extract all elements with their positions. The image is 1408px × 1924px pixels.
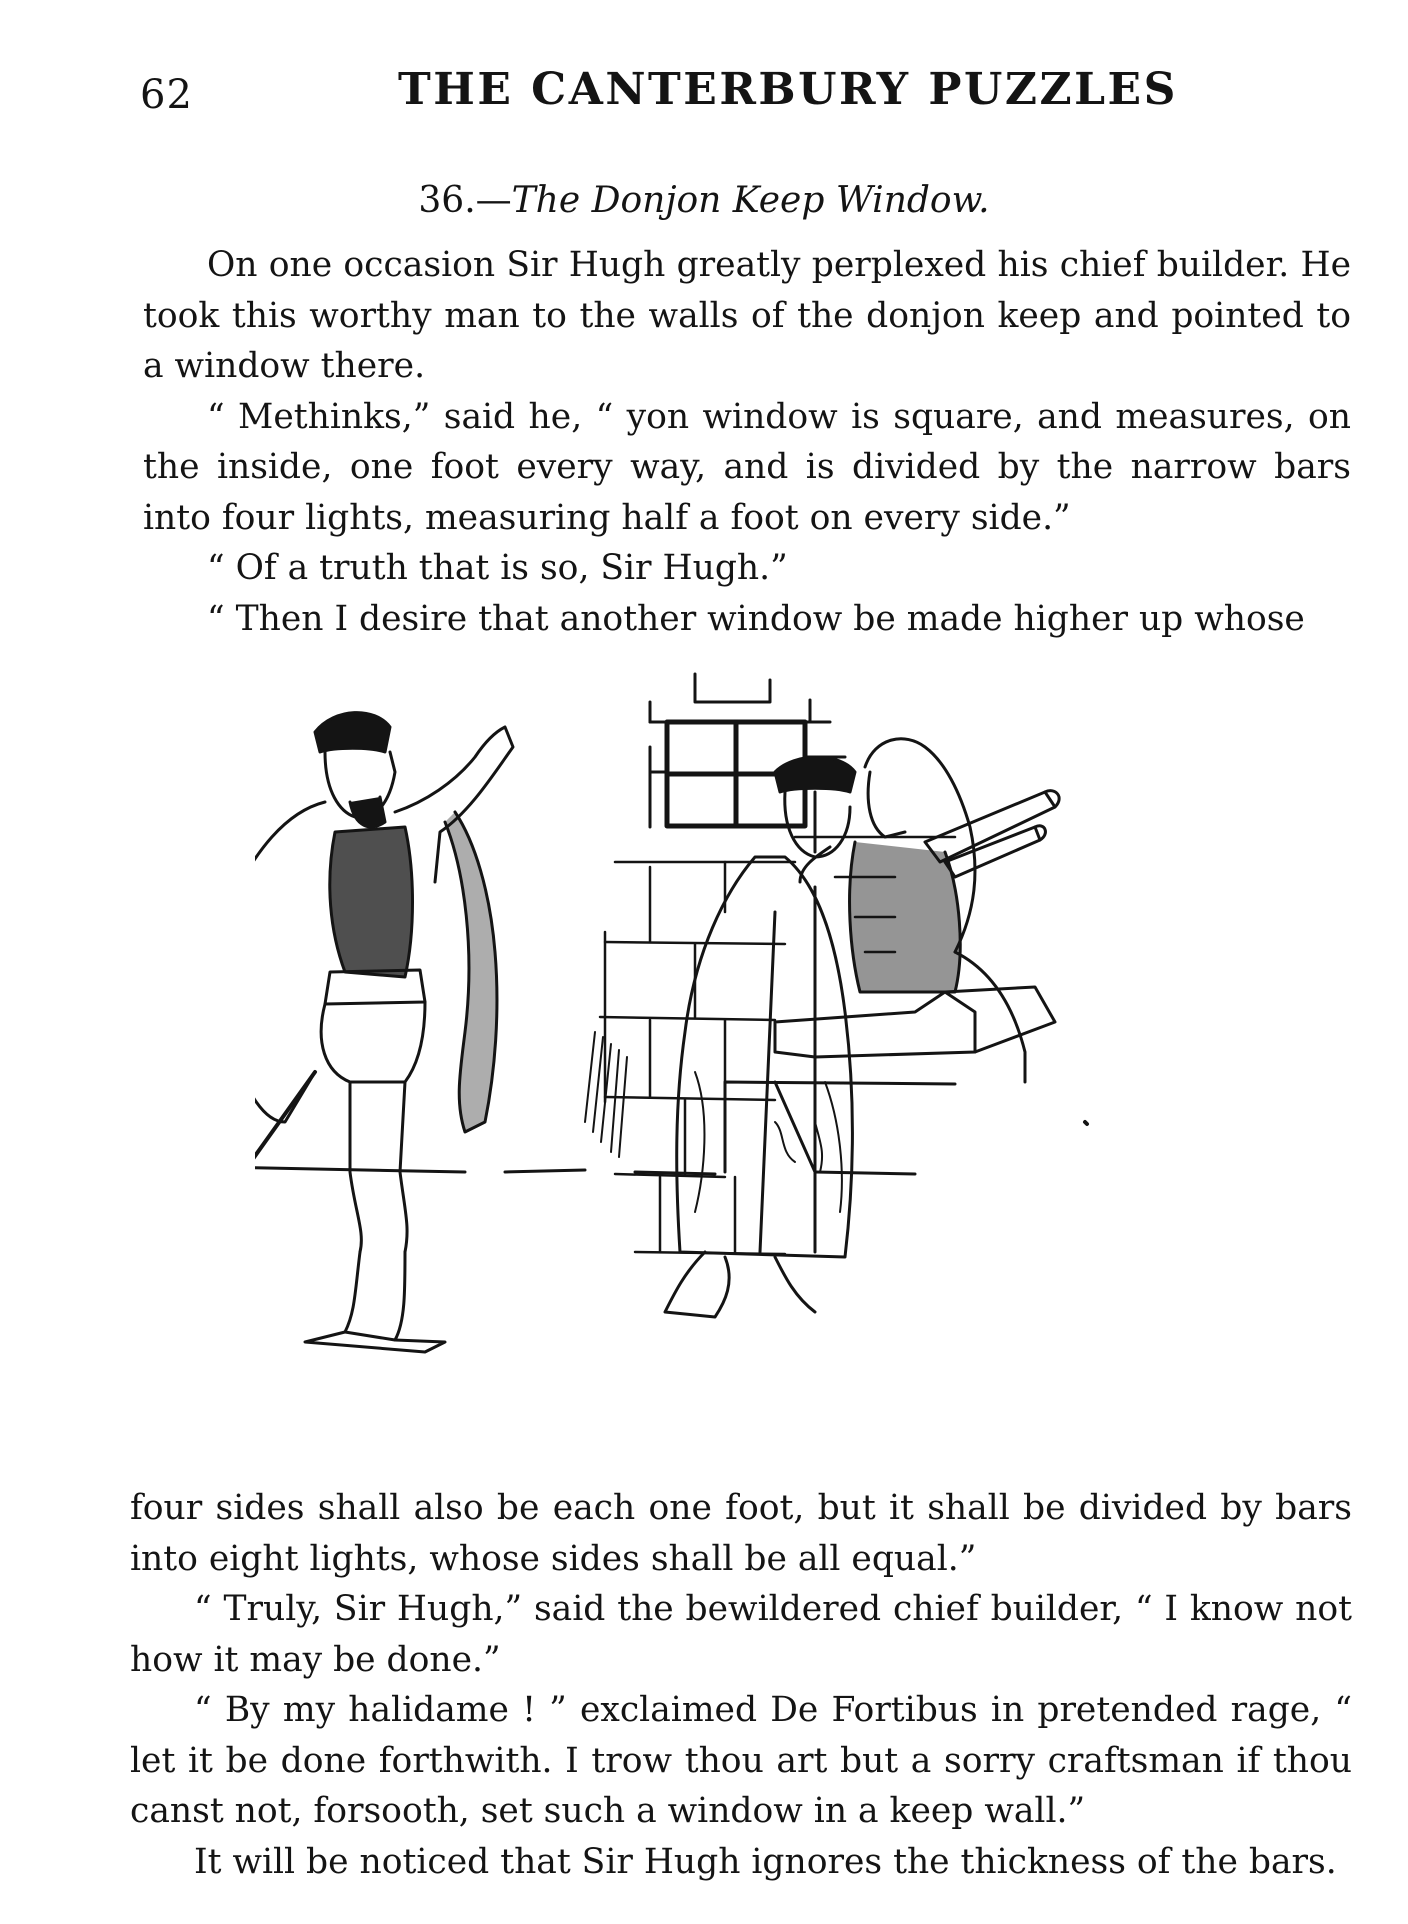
- illustration: [255, 652, 1355, 1442]
- assistant-figure: [850, 739, 1060, 1082]
- paragraph: four sides shall also be each one foot, but it shall be divided by bars into eight lights, whose sides shall be all equal.”: [130, 1488, 1352, 1579]
- chief-builder-figure: [665, 757, 855, 1317]
- paragraph: “ By my halidame ! ” exclaimed De Fortibus in pretended rage, “ let it be done forthwith. I trow thou art but a sorry craftsman if thou canst not, forsooth, set such a window in a keep wall.”: [130, 1690, 1352, 1831]
- paragraph: It will be noticed that Sir Hugh ignores the thickness of the bars.: [194, 1841, 1337, 1882]
- paragraph: “ Methinks,” said he, “ yon window is square, and measures, on the inside, one foot every way, and is divided by the narrow bars into four lights, measuring half a foot on every side.”: [143, 396, 1351, 538]
- paragraph: On one occasion Sir Hugh greatly perplexed his chief builder. He took this worthy man to the walls of the donjon keep and pointed to a window there.: [143, 245, 1351, 386]
- page-number: 62: [140, 72, 193, 118]
- illustration-drawing: [255, 652, 1355, 1442]
- text-before-illustration: [143, 240, 1351, 644]
- running-title: THE CANTERBURY PUZZLES: [398, 64, 1178, 115]
- text-after-illustration: [130, 1483, 1352, 1887]
- puzzle-title: The Donjon Keep Window.: [511, 180, 990, 221]
- paragraph: “ Then I desire that another window be made higher up whose: [207, 598, 1305, 639]
- stone-block: [725, 987, 1055, 1172]
- paragraph: “ Truly, Sir Hugh,” said the bewildered chief builder, “ I know not how it may be done.”: [130, 1589, 1352, 1680]
- puzzle-heading: [0, 180, 1408, 221]
- sir-hugh-figure: [255, 713, 513, 1352]
- stone-lines: [650, 674, 810, 722]
- paragraph: “ Of a truth that is so, Sir Hugh.”: [207, 548, 788, 588]
- puzzle-number: 36.—: [418, 180, 512, 221]
- dot: [1085, 1122, 1087, 1124]
- page-header: [140, 64, 1330, 124]
